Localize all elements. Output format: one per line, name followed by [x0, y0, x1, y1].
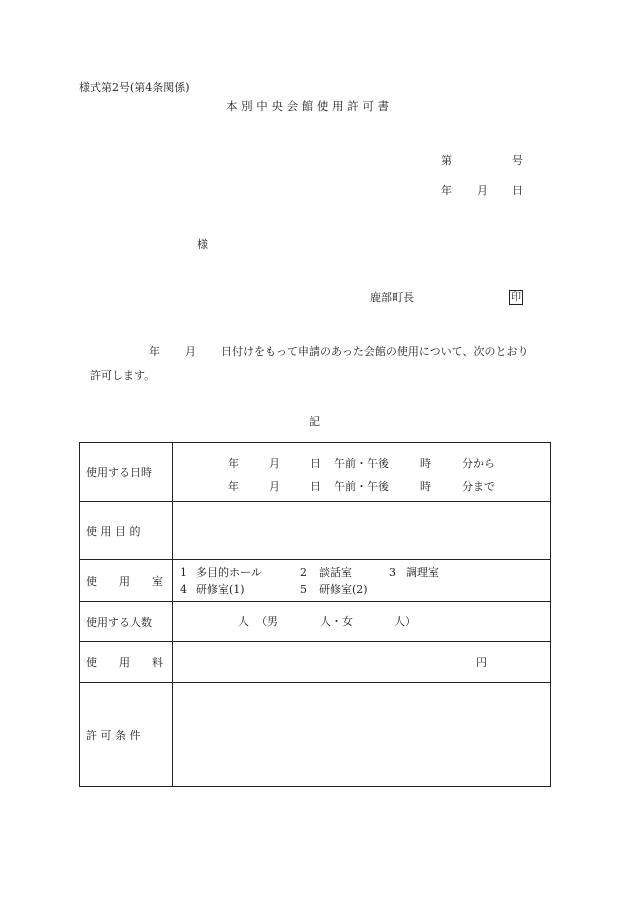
value-datetime	[173, 443, 550, 501]
date-year: 年	[441, 184, 452, 197]
room-4-name: 研修室(1)	[196, 583, 245, 596]
people-end: 人）	[394, 615, 416, 628]
to-ampm: 午前・午後	[334, 480, 389, 493]
date-month: 月	[477, 184, 488, 197]
row-fee	[80, 641, 550, 682]
label-room: 使 用 室	[80, 560, 173, 601]
value-fee	[173, 642, 550, 682]
row-purpose	[80, 501, 550, 559]
value-people	[173, 602, 550, 641]
fee-yen: 円	[476, 656, 487, 669]
room-1-num: 1	[180, 566, 187, 579]
from-hour: 時	[420, 457, 431, 470]
ref-no-suffix: 号	[512, 154, 523, 167]
label-conditions: 許 可 条 件	[80, 683, 173, 786]
document-title: 本 別 中 央 会 館 使 用 許 可 書	[226, 99, 390, 113]
body-line-1: 日付けをもって申請のあった会館の使用について、次のとおり	[221, 345, 529, 358]
to-month: 月	[269, 480, 280, 493]
people-women: 人・女	[320, 615, 353, 628]
label-people: 使用する人数	[80, 602, 173, 641]
row-datetime	[80, 443, 550, 501]
to-year: 年	[228, 480, 239, 493]
from-ampm: 午前・午後	[334, 457, 389, 470]
label-purpose: 使 用 目 的	[80, 502, 173, 559]
value-conditions	[173, 683, 550, 786]
label-datetime: 使用する日時	[80, 443, 173, 501]
row-conditions	[80, 682, 550, 786]
seal-box: 印	[511, 292, 521, 303]
from-month: 月	[269, 457, 280, 470]
room-5-name: 研修室(2)	[319, 583, 368, 596]
people-men: （男	[256, 615, 278, 628]
issuer-name: 鹿部町長	[370, 291, 414, 304]
room-5-num: 5	[300, 583, 307, 596]
addressee-sama: 様	[197, 238, 208, 251]
from-minute: 分から	[462, 457, 495, 470]
value-purpose	[173, 502, 550, 559]
to-minute: 分まで	[462, 480, 495, 493]
body-line-2: 許可します。	[90, 369, 156, 382]
permit-table	[79, 442, 551, 787]
room-4-num: 4	[180, 583, 187, 596]
room-1-name: 多目的ホール	[196, 566, 262, 579]
body-year: 年	[149, 345, 160, 358]
room-2-num: 2	[300, 566, 307, 579]
to-hour: 時	[420, 480, 431, 493]
from-year: 年	[228, 457, 239, 470]
room-3-name: 調理室	[406, 566, 439, 579]
ki-heading: 記	[309, 415, 320, 428]
form-number: 様式第2号(第4条関係)	[79, 81, 190, 94]
from-day: 日	[310, 457, 321, 470]
value-room	[173, 560, 550, 601]
ref-no-label: 第	[441, 154, 452, 167]
room-3-num: 3	[389, 566, 396, 579]
room-2-name: 談話室	[319, 566, 352, 579]
body-month: 月	[185, 345, 196, 358]
row-room	[80, 559, 550, 601]
row-people	[80, 601, 550, 641]
to-day: 日	[310, 480, 321, 493]
date-day: 日	[512, 184, 523, 197]
label-fee: 使 用 料	[80, 642, 173, 682]
people-total: 人	[238, 615, 249, 628]
